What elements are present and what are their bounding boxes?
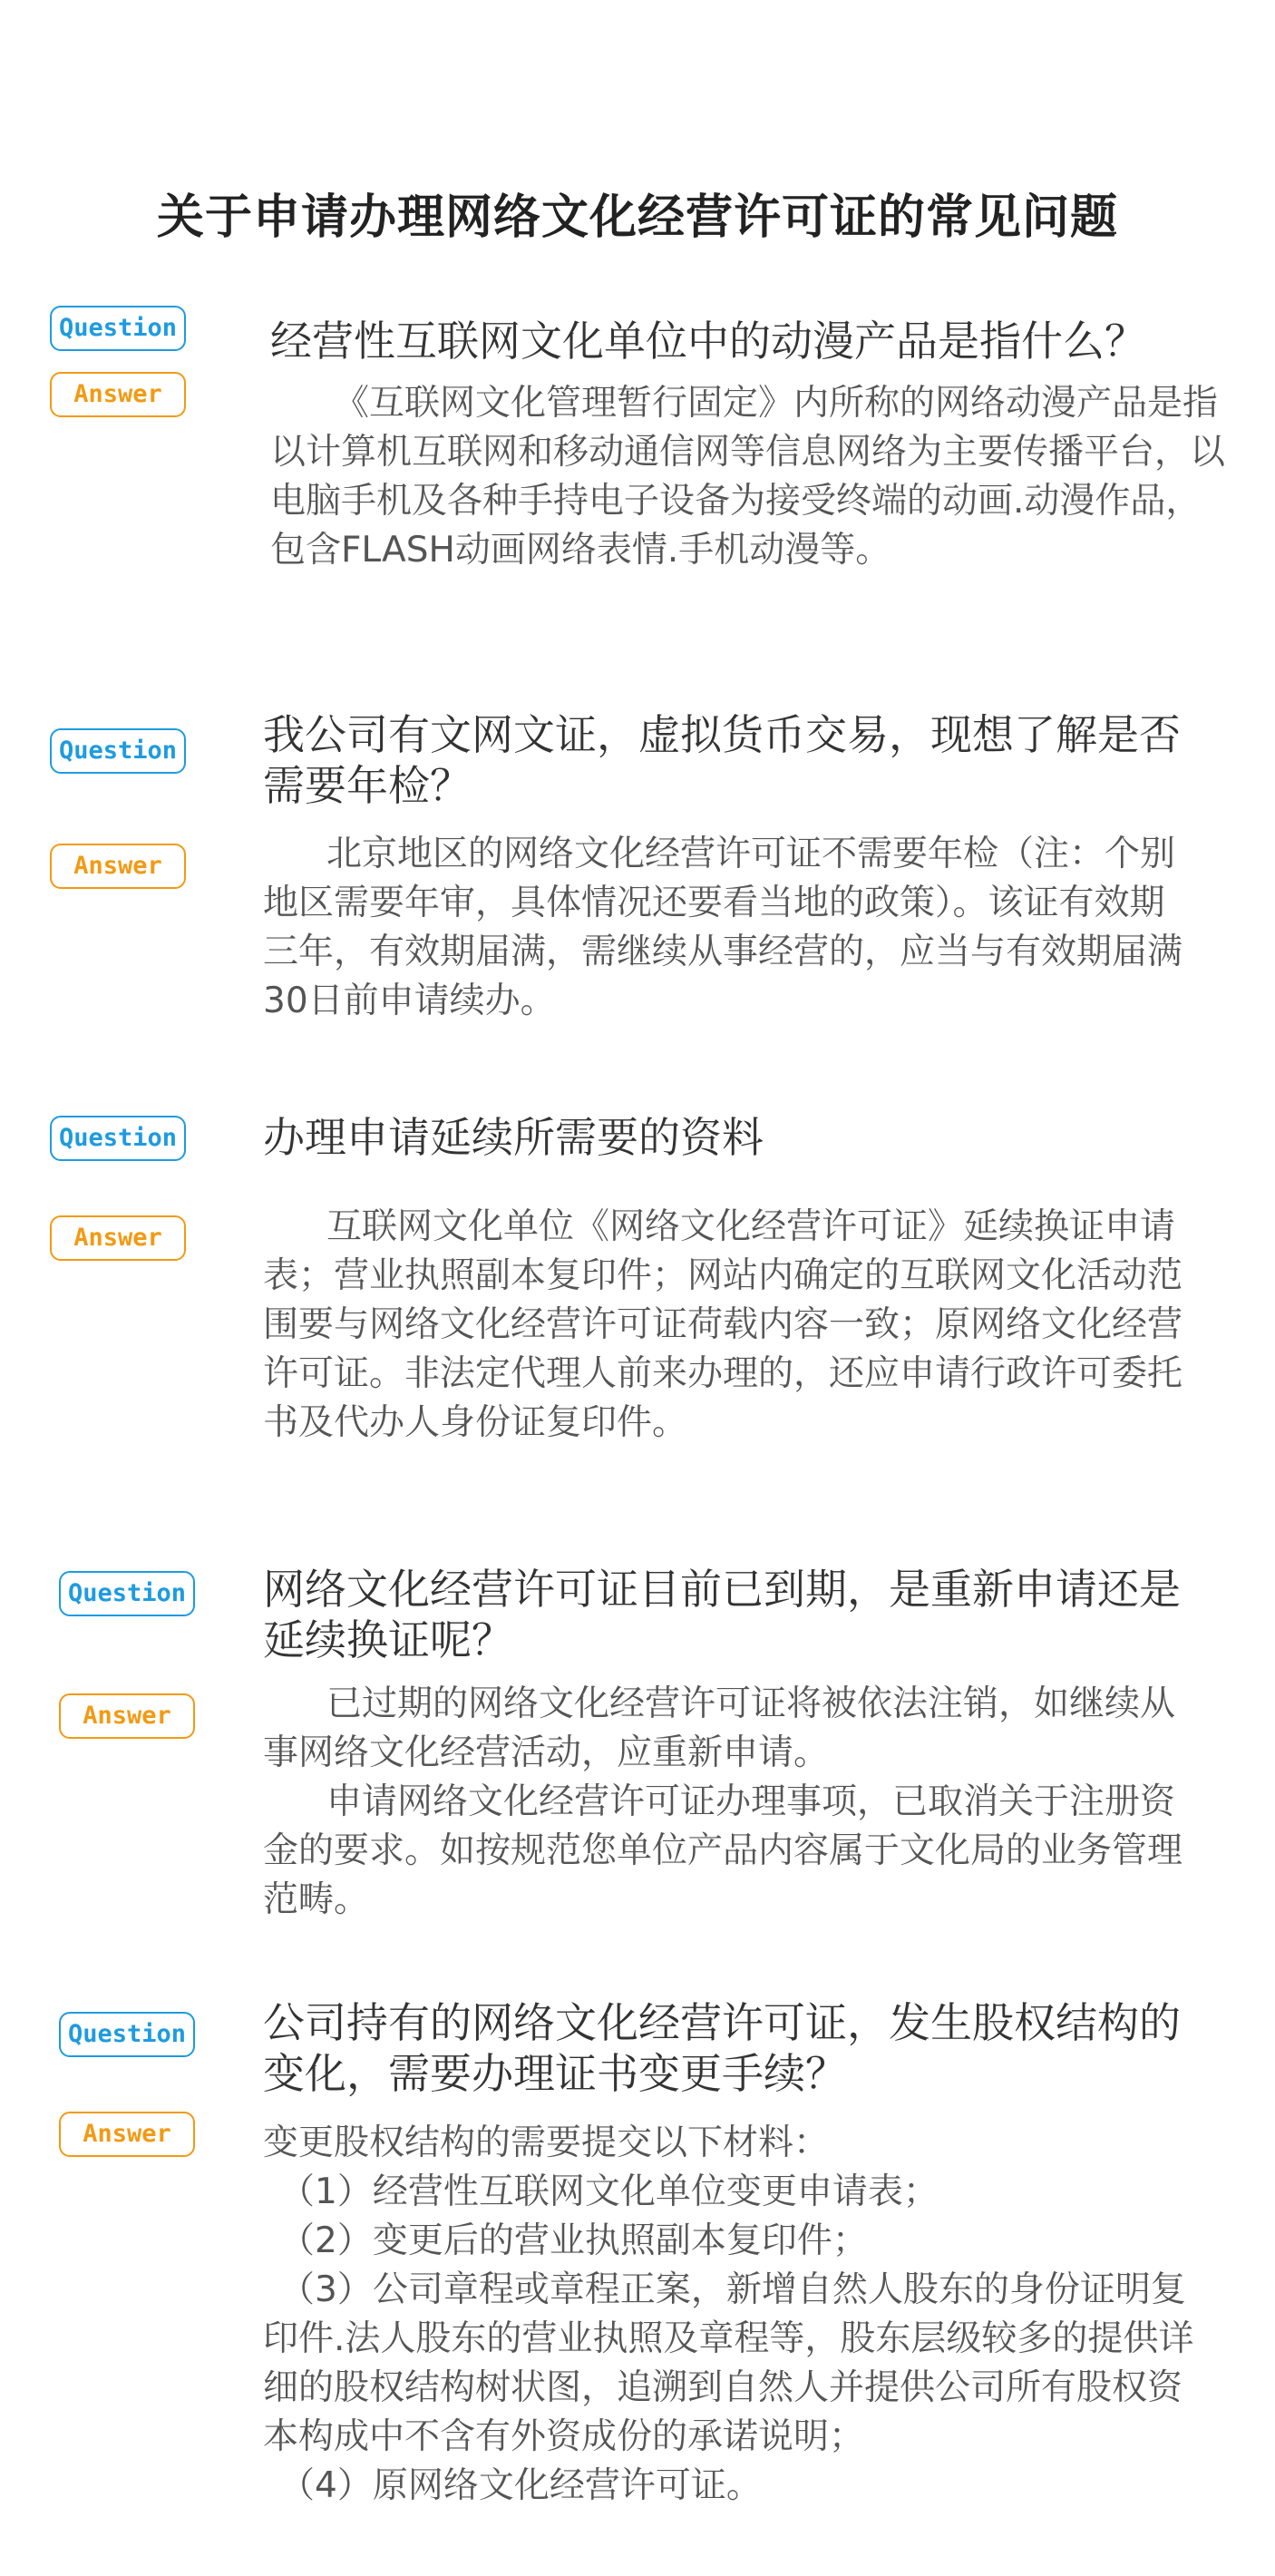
- answer-list-item: （2）变更后的营业执照副本复印件；: [279, 2220, 868, 2261]
- question-badge: Question: [59, 2012, 195, 2057]
- answer-paragraph: 互联网文化单位《网络文化经营许可证》延续换证申请表；营业执照副本复印件；网站内确定的互联网文化活动范围要与网络文化经营许可证荷载内容一致；原网络文化经营许可证。非法定代理人前来办理的，还应申请行政许可委托书及代办人身份证复印件。: [263, 1206, 1183, 1443]
- faq-question-1: 经营性互联网文化单位中的动漫产品是指什么？: [270, 317, 1146, 366]
- answer-badge: Answer: [50, 844, 186, 889]
- question-badge: Question: [50, 306, 186, 351]
- question-badge: Question: [59, 1571, 195, 1616]
- faq-answer-4: [263, 1680, 1197, 1925]
- answer-badge: Answer: [50, 372, 186, 417]
- answer-paragraph: 申请网络文化经营许可证办理事项，已取消关于注册资金的要求。如按规范您单位产品内容属于文化局的业务管理范畴。: [263, 1781, 1183, 1920]
- faq-answer-3: [263, 1203, 1197, 1448]
- answer-list-item: （4）原网络文化经营许可证。: [279, 2465, 762, 2506]
- faq-question-3: 办理申请延续所需要的资料: [263, 1113, 764, 1162]
- faq-question-2: 我公司有文网文证，虚拟货币交易，现想了解是否需要年检？: [263, 710, 1181, 810]
- answer-paragraph: 已过期的网络文化经营许可证将被依法注销，如继续从事网络文化经营活动，应重新申请。: [263, 1683, 1176, 1773]
- page-title: 关于申请办理网络文化经营许可证的常见问题: [156, 190, 1118, 245]
- answer-badge: Answer: [59, 1693, 195, 1739]
- faq-question-5: 公司持有的网络文化经营许可证，发生股权结构的变化，需要办理证书变更手续？: [263, 1998, 1181, 2098]
- question-badge: Question: [50, 728, 186, 774]
- question-badge: Question: [50, 1116, 186, 1161]
- answer-list-item: （3）公司章程或章程正案，新增自然人股东的身份证明复印件.法人股东的营业执照及章程等，股东层级较多的提供详细的股权结构树状图，追溯到自然人并提供公司所有股权资本构成中不含有外资成份的承诺说明；: [263, 2269, 1194, 2457]
- faq-answer-1: [270, 379, 1231, 575]
- answer-intro: 变更股权结构的需要提交以下材料：: [263, 2122, 830, 2163]
- answer-list-item: （1）经营性互联网文化单位变更申请表；: [279, 2171, 939, 2212]
- answer-paragraph: 北京地区的网络文化经营许可证不需要年检（注：个别地区需要年审，具体情况还要看当地的政策）。该证有效期三年，有效期届满，需继续从事经营的，应当与有效期届满30日前申请续办。: [263, 834, 1183, 1021]
- answer-paragraph: 《互联网文化管理暂行固定》内所称的网络动漫产品是指以计算机互联网和移动通信网等信息网络为主要传播平台，以电脑手机及各种手持电子设备为接受终端的动画.动漫作品，包含FLASH动画网络表情.手机动漫等。: [270, 383, 1226, 571]
- answer-badge: Answer: [50, 1215, 186, 1261]
- answer-badge: Answer: [59, 2112, 195, 2157]
- faq-answer-2: [263, 830, 1197, 1026]
- faq-question-4: 网络文化经营许可证目前已到期，是重新申请还是延续换证呢？: [263, 1565, 1181, 1664]
- faq-answer-5: [263, 2119, 1197, 2511]
